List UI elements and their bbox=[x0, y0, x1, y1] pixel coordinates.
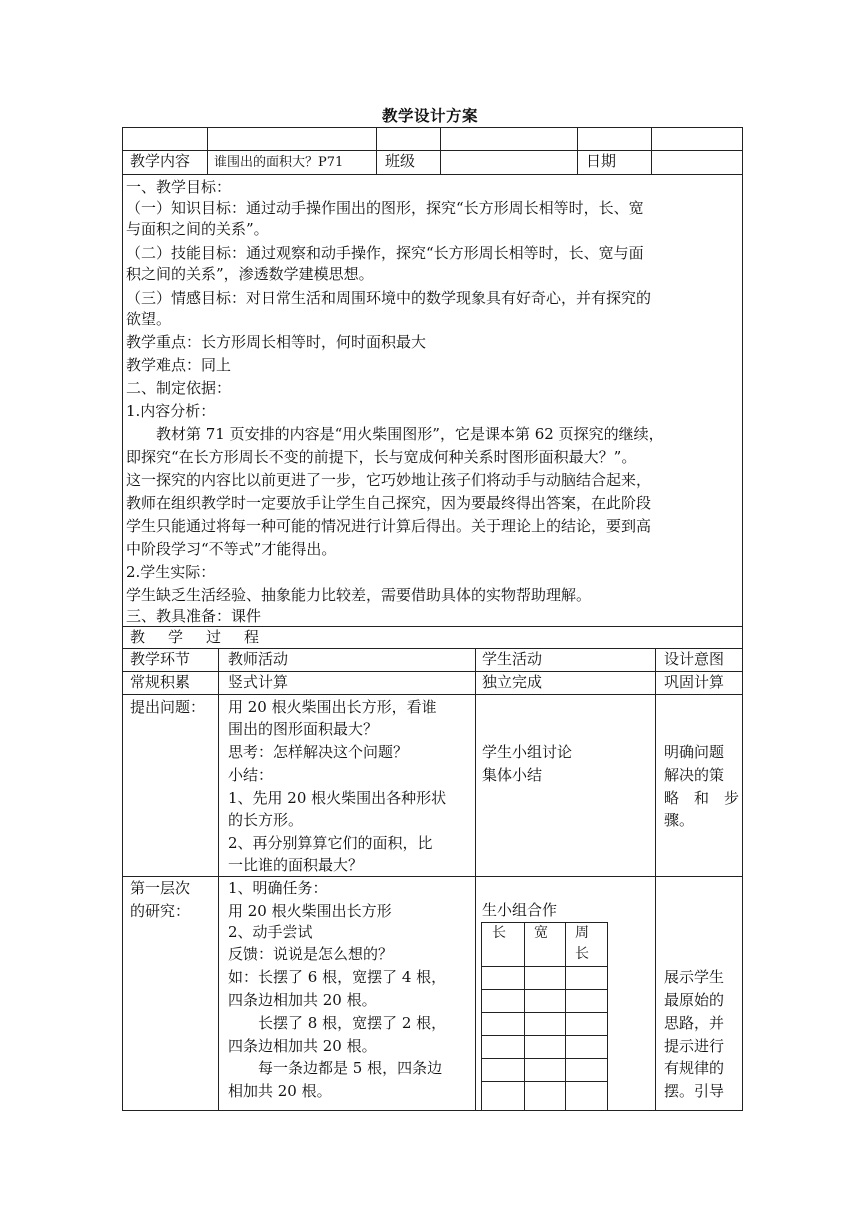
question-teacher-line: 的长方形。 bbox=[228, 811, 304, 829]
body-line: 1.内容分析： bbox=[126, 402, 216, 420]
research-stage-line: 的研究： bbox=[130, 902, 191, 920]
body-line: 欲望。 bbox=[126, 310, 172, 328]
research-intent-line: 提示进行 bbox=[664, 1037, 725, 1055]
record-table-line bbox=[481, 1012, 608, 1013]
content-label: 教学内容 bbox=[130, 152, 191, 170]
class-label: 班级 bbox=[385, 152, 416, 170]
table-divider bbox=[122, 174, 743, 175]
question-teacher-line: 用 20 根火柴围出长方形，看谁 bbox=[228, 698, 437, 716]
record-table-line bbox=[481, 922, 482, 1111]
question-teacher-line: 小结： bbox=[228, 766, 274, 784]
question-teacher-line: 围出的图形面积最大？ bbox=[228, 720, 379, 738]
body-line: 积之间的关系”，渗透数学建模思想。 bbox=[126, 265, 374, 283]
body-line: 教学重点：长方形周长相等时，何时面积最大 bbox=[126, 333, 427, 351]
research-teacher-line: 用 20 根火柴围出长方形 bbox=[228, 902, 392, 920]
research-student-title: 生小组合作 bbox=[482, 901, 558, 919]
research-teacher-line: 长摆了 8 根，宽摆了 2 根， bbox=[228, 1014, 447, 1032]
research-teacher-line: 2、动手尝试 bbox=[228, 923, 313, 941]
research-teacher-line: 相加共 20 根。 bbox=[228, 1082, 332, 1100]
table-divider bbox=[122, 648, 743, 649]
question-intent-line: 略 和 步 bbox=[664, 789, 740, 807]
header-teacher: 教师活动 bbox=[228, 650, 289, 668]
research-teacher-line: 每一条边都是 5 根，四条边 bbox=[228, 1059, 443, 1077]
body-line: 2.学生实际： bbox=[126, 563, 216, 581]
record-header-perimeter-part1: 周 bbox=[575, 925, 589, 941]
content-value: 谁围出的面积大？P71 bbox=[214, 155, 344, 170]
research-teacher-line: 如：长摆了 6 根，宽摆了 4 根， bbox=[228, 968, 447, 986]
routine-stage: 常规积累 bbox=[130, 673, 191, 691]
research-intent-line: 展示学生 bbox=[664, 968, 725, 986]
body-line: 教师在组织教学时一定要放手让学生自己探究，因为要最终得出答案，在此阶段 bbox=[126, 494, 652, 512]
body-line: 学生只能通过将每一种可能的情况进行计算后得出。关于理论上的结论，要到高 bbox=[126, 517, 652, 535]
research-teacher-line: 1、明确任务： bbox=[228, 879, 328, 897]
routine-intent: 巩固计算 bbox=[664, 673, 725, 691]
process-heading: 教学过程 bbox=[130, 628, 283, 646]
header-intent: 设计意图 bbox=[664, 650, 725, 668]
body-line: 三、教具准备：课件 bbox=[126, 607, 262, 625]
question-student-line: 学生小组讨论 bbox=[482, 743, 573, 761]
record-header-perimeter-part2: 长 bbox=[575, 946, 589, 962]
table-divider bbox=[475, 648, 476, 1111]
table-divider bbox=[655, 648, 656, 1111]
table-divider bbox=[651, 127, 652, 174]
research-stage-line: 第一层次 bbox=[130, 879, 191, 897]
routine-teacher: 竖式计算 bbox=[228, 673, 289, 691]
record-header-width: 宽 bbox=[534, 925, 548, 941]
research-teacher-line: 反馈：说说是怎么想的？ bbox=[228, 945, 394, 963]
page-title: 教学设计方案 bbox=[381, 107, 478, 125]
body-line: （二）技能目标：通过观察和动手操作，探究“长方形周长相等时，长、宽与面 bbox=[126, 244, 644, 262]
record-table-line bbox=[481, 966, 608, 967]
question-student-line: 集体小结 bbox=[482, 766, 543, 784]
table-divider bbox=[122, 671, 743, 672]
research-teacher-line: 四条边相加共 20 根。 bbox=[228, 1037, 377, 1055]
body-line: （一）知识目标：通过动手操作围出的图形，探究“长方形周长相等时，长、宽 bbox=[126, 199, 644, 217]
question-teacher-line: 2、再分别算算它们的面积，比 bbox=[228, 834, 433, 852]
record-table-line bbox=[481, 1058, 608, 1059]
record-header-length: 长 bbox=[492, 925, 506, 941]
question-teacher-line: 思考：怎样解决这个问题？ bbox=[228, 743, 409, 761]
record-table-line bbox=[524, 922, 525, 1111]
table-divider bbox=[122, 694, 743, 695]
table-border-bottom bbox=[122, 1110, 743, 1111]
body-line: 即探究“在长方形周长不变的前提下，长与宽成何种关系时图形面积最大？”。 bbox=[126, 448, 637, 466]
date-label: 日期 bbox=[586, 152, 617, 170]
header-stage: 教学环节 bbox=[130, 650, 191, 668]
body-line: 与面积之间的关系”。 bbox=[126, 220, 269, 238]
body-line: 一、教学目标： bbox=[126, 178, 232, 196]
table-divider bbox=[577, 127, 578, 174]
body-line: 这一探究的内容比以前更进了一步，它巧妙地让孩子们将动手与动脑结合起来， bbox=[126, 471, 652, 489]
body-line: 中阶段学习“不等式”才能得出。 bbox=[126, 540, 337, 558]
table-divider bbox=[207, 127, 208, 174]
question-teacher-line: 1、先用 20 根火柴围出各种形状 bbox=[228, 789, 447, 807]
table-divider bbox=[218, 648, 219, 1111]
research-intent-line: 摆。引导 bbox=[664, 1082, 725, 1100]
body-line: 学生缺乏生活经验、抽象能力比较差，需要借助具体的实物帮助理解。 bbox=[126, 586, 592, 604]
research-intent-line: 有规律的 bbox=[664, 1059, 725, 1077]
question-intent-line: 明确问题 bbox=[664, 743, 725, 761]
routine-student: 独立完成 bbox=[482, 673, 543, 691]
question-teacher-line: 一比谁的面积最大？ bbox=[228, 856, 364, 874]
table-divider bbox=[122, 150, 743, 151]
record-table-line bbox=[481, 1035, 608, 1036]
table-divider bbox=[376, 127, 377, 174]
research-teacher-line: 四条边相加共 20 根。 bbox=[228, 991, 377, 1009]
body-line: 教学难点：同上 bbox=[126, 356, 232, 374]
header-student: 学生活动 bbox=[482, 650, 543, 668]
table-border-right bbox=[742, 127, 743, 1111]
body-line: 二、制定依据： bbox=[126, 379, 232, 397]
table-border-top bbox=[122, 127, 743, 128]
question-intent-line: 骤。 bbox=[664, 811, 695, 829]
record-table-line bbox=[565, 922, 566, 1111]
question-stage: 提出问题： bbox=[130, 698, 206, 716]
research-intent-line: 思路，并 bbox=[664, 1014, 725, 1032]
question-intent-line: 解决的策 bbox=[664, 766, 725, 784]
record-table-line bbox=[607, 922, 608, 1111]
body-line: （三）情感目标：对日常生活和周围环境中的数学现象具有好奇心，并有探究的 bbox=[126, 289, 652, 307]
table-divider bbox=[122, 876, 743, 877]
table-divider bbox=[440, 127, 441, 174]
table-border-left bbox=[122, 127, 123, 1111]
record-table-line bbox=[481, 989, 608, 990]
record-table-line bbox=[481, 1081, 608, 1082]
body-line: 教材第 71 页安排的内容是“用火柴围图形”，它是课本第 62 页探究的继续， bbox=[126, 425, 664, 443]
research-intent-line: 最原始的 bbox=[664, 991, 725, 1009]
